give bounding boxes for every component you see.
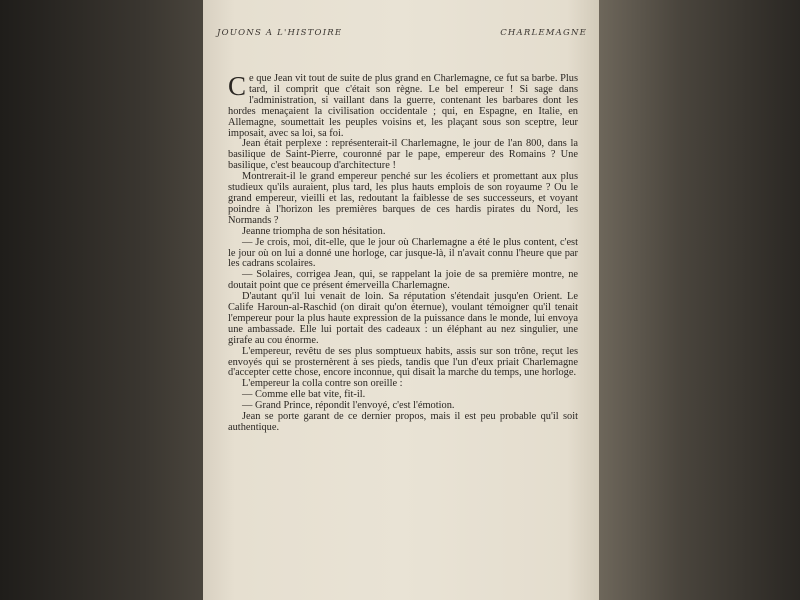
drop-cap: C (228, 71, 247, 101)
paragraph-2: Jean était perplexe : représenterait-il Charlemagne, le jour de l'an 800, dans la basilique de Saint-Pierre, couronné par le pape, empereur des Romains ? Une basilique, c'est beaucoup d'architecture ! (228, 138, 578, 172)
paragraph-11: — Grand Prince, répondit l'envoyé, c'est l'émotion. (242, 400, 455, 412)
paragraph-10: — Comme elle bat vite, fit-il. (242, 389, 366, 401)
paragraph-5: — Je crois, moi, dit-elle, que le jour où Charlemagne a été le plus content, c'est le jour où on lui a donné une horloge, car jusque-là, il n'avait connu l'heure que par les cadrans scolaires. (228, 236, 578, 270)
paragraph-4: Jeanne triompha de son hésitation. (242, 225, 386, 237)
paragraph-9: L'empereur la colla contre son oreille : (242, 378, 403, 390)
paragraph-8: L'empereur, revêtu de ses plus somptueux habits, assis sur son trône, reçut les envoyés qui se prosternèrent à ses pieds, tandis que l'un d'eux priait Charlemagne d'accepter cette chose, encore inconnue, qui disait la marche du temps, une horloge. (228, 345, 578, 379)
book-page (203, 0, 599, 600)
background-left (0, 0, 205, 600)
running-head-left: JOUONS A L'HISTOIRE (217, 28, 343, 38)
paragraph-7: D'autant qu'il lui venait de loin. Sa réputation s'étendait jusqu'en Orient. Le Calife Haroun-al-Raschid (on dirait qu'on éternue), voulant témoigner qu'il tenait l'empereur pour la plus haute expression de la puissance dans le monde, lui envoya une ambassade. Elle lui portait des cadeaux : un éléphant au nez singulier, une girafe au cou énorme. (228, 291, 578, 346)
paragraph-1-text: e que Jean vit tout de suite de plus grand en Charlemagne, ce fut sa barbe. Plus tard, il comprit que c'était son règne. Le bel empereur ! Si sage dans l'administration, si vaillant dans la guerre, contenant les barbares dont les hordes menaçaient la civilisation occidentale ; qui, en Espagne, en Italie, en Allemagne, soumettait les peuples voisins et, les plaçant sous son sceptre, leur imposait, avec sa loi, sa foi. (228, 73, 578, 139)
body-text (228, 71, 578, 434)
paragraph-12: Jean se porte garant de ce dernier propos, mais il est peu probable qu'il soit authentique. (228, 411, 578, 433)
paragraph-3: Montrerait-il le grand empereur penché sur les écoliers et promettant aux plus studieux qu'ils auraient, plus tard, les plus hauts emplois de son royaume ? Ou le grand empereur, vieilli et las, redoutant la faiblesse de ses successeurs, et voyant poindre à l'horizon les premières barques de ces hardis pirates du Nord, les Normands ? (228, 171, 578, 226)
background-right (598, 0, 800, 600)
running-head-right: CHARLEMAGNE (500, 28, 587, 38)
paragraph-6: — Solaires, corrigea Jean, qui, se rappelant la joie de sa première montre, ne doutait point que ce présent émerveilla Charlemagne. (228, 269, 578, 292)
paragraph-1 (228, 71, 578, 139)
